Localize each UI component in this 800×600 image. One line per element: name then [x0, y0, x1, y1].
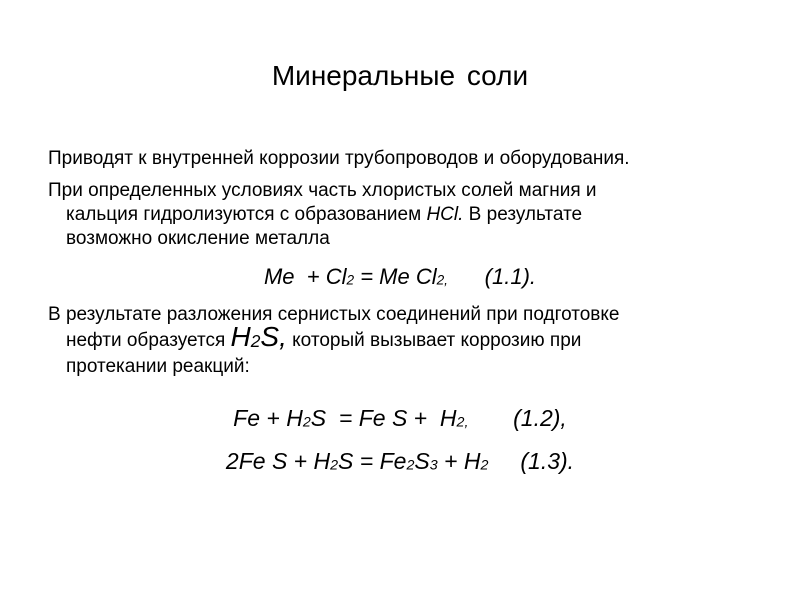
eq3-sub-3: 3: [429, 457, 438, 474]
paragraph-3-line-2: [48, 321, 768, 355]
paragraph-2-line-2: [48, 203, 768, 227]
eq2-number: (1.2),: [468, 405, 567, 431]
eq3-sub-1: 2: [330, 457, 339, 474]
eq1-sub-1: 2: [346, 272, 355, 288]
equation-1-1: [0, 264, 800, 290]
h2s-formula: [231, 321, 287, 352]
eq2-part-a: Fe + H: [233, 405, 303, 431]
paragraph-3-line-1: В результате разложения сернистых соединений при подготовке: [48, 304, 620, 325]
paragraph-1: [48, 147, 768, 171]
h2s-h: H: [230, 321, 251, 352]
hcl-formula: HCl.: [426, 204, 464, 225]
eq3-sub-2: 2: [406, 457, 415, 474]
paragraph-1-text: Приводят к внутренней коррозии трубопроводов и оборудования.: [48, 148, 630, 169]
eq1-part-b: = Me Cl: [354, 264, 437, 289]
eq1-number: (1.1).: [447, 264, 537, 289]
paragraph-2-line-1: При определенных условиях часть хлористых солей магния и: [48, 180, 597, 201]
eq3-part-b: S = Fe: [338, 448, 407, 474]
paragraph-3-line-2-text: нефти образуется: [66, 330, 231, 351]
eq1-part-a: Me + Cl: [263, 264, 347, 289]
eq2-part-b: S = Fe S + H: [310, 405, 457, 431]
paragraph-2-line-2-text: кальция гидролизуются с образованием: [66, 204, 427, 225]
eq3-part-a: 2Fe S + H: [225, 448, 331, 474]
eq3-number: (1.3).: [488, 448, 575, 474]
paragraph-3-line-2-tail: который вызывает коррозию при: [286, 330, 582, 351]
eq1-sub-2: 2,: [436, 272, 448, 288]
h2s-s: S,: [260, 321, 287, 352]
h2s-sub: 2: [250, 330, 261, 351]
eq3-sub-4: 2: [480, 457, 489, 474]
equation-1-3: [0, 448, 800, 475]
equation-1-2: [0, 405, 800, 432]
eq2-sub-2: 2,: [456, 414, 469, 431]
eq3-part-c: S: [414, 448, 430, 474]
paragraph-2: [48, 179, 768, 251]
eq2-sub-1: 2: [302, 414, 311, 431]
eq3-part-d: + H: [437, 448, 481, 474]
paragraph-2-line-2-tail: В результате: [463, 204, 583, 225]
paragraph-3: [48, 303, 768, 379]
slide-title: Минеральные соли: [271, 60, 529, 91]
paragraph-3-line-3: протекании реакций:: [66, 356, 250, 377]
paragraph-2-line-3: возможно окисление металла: [66, 228, 330, 249]
